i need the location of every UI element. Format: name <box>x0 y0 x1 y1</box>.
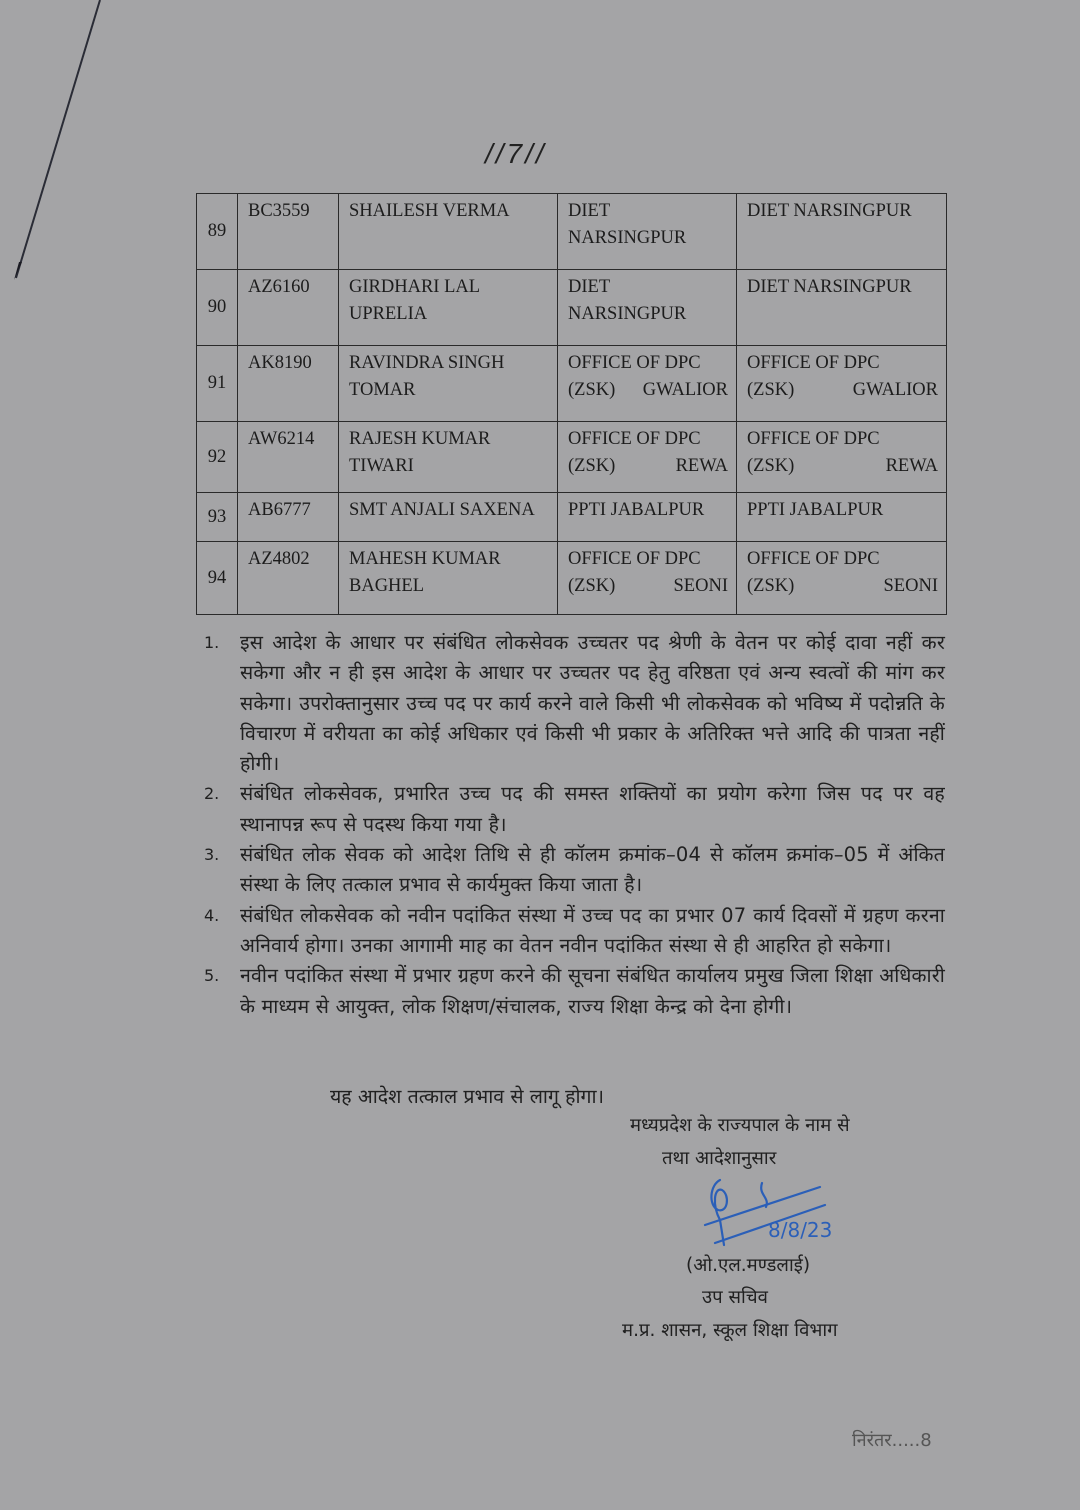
office-zone: (ZSK) <box>747 576 795 596</box>
office-line: OFFICE OF DPC <box>568 353 701 373</box>
condition-number: 2. <box>204 784 220 804</box>
office-district: SEONI <box>673 576 728 596</box>
table-row <box>197 270 947 346</box>
office-line: OFFICE OF DPC <box>747 429 880 449</box>
conditions-list <box>200 628 945 1022</box>
office-district: REWA <box>675 456 728 476</box>
office-zone: (ZSK) <box>747 380 795 400</box>
office-location-line <box>568 573 728 600</box>
posted-institution-cell <box>737 542 947 615</box>
employee-name-cell: MAHESH KUMAR BAGHEL <box>339 542 558 615</box>
governor-order-line: मध्यप्रदेश के राज्यपाल के नाम से <box>630 1115 850 1136</box>
serial-number-cell: 93 <box>197 493 238 542</box>
signature-date: 8/8/23 <box>768 1218 833 1242</box>
institution-line: DIET <box>568 277 611 297</box>
office-line: OFFICE OF DPC <box>747 353 880 373</box>
table-row <box>197 346 947 422</box>
table-row <box>197 194 947 270</box>
employee-name-cell: SMT ANJALI SAXENA <box>339 493 558 542</box>
condition-item <box>200 840 945 901</box>
pen-stroke-mark <box>0 0 120 290</box>
employee-code-cell: AB6777 <box>238 493 339 542</box>
condition-text: नवीन पदांकित संस्था में प्रभार ग्रहण करने की सूचना संबंधित कार्यालय प्रमुख जिला शिक्षा अधिकारी के माध्यम से आयुक्त, लोक शिक्षण/संचालक, राज्य शिक्षा केन्द्र को देना होगी। <box>240 964 945 1018</box>
serial-number-cell: 90 <box>197 270 238 346</box>
page-marker: //7// <box>485 138 547 169</box>
closing-statement: यह आदेश तत्काल प्रभाव से लागू होगा। <box>330 1085 604 1108</box>
condition-item <box>200 779 945 840</box>
institution-line: NARSINGPUR <box>568 228 687 248</box>
employee-name-cell: RAJESH KUMAR TIWARI <box>339 422 558 493</box>
employee-code-cell: AZ4802 <box>238 542 339 615</box>
employee-code-cell: AZ6160 <box>238 270 339 346</box>
current-institution-cell: PPTI JABALPUR <box>558 493 737 542</box>
office-line: OFFICE OF DPC <box>568 429 701 449</box>
office-district: GWALIOR <box>852 380 938 400</box>
office-location-line <box>747 453 938 480</box>
office-zone: (ZSK) <box>568 380 616 400</box>
table-row <box>197 493 947 542</box>
employee-name-cell: GIRDHARI LAL UPRELIA <box>339 270 558 346</box>
signatory-name: (ओ.एल.मण्डलाई) <box>686 1255 811 1276</box>
condition-number: 3. <box>204 845 220 865</box>
employee-code-cell: AW6214 <box>238 422 339 493</box>
condition-text: संबंधित लोक सेवक को आदेश तिथि से ही कॉलम क्रमांक–04 से कॉलम क्रमांक–05 में अंकित संस्था के लिए तत्काल प्रभाव से कार्यमुक्त किया जाता है। <box>240 843 945 897</box>
institution-line: DIET <box>568 201 611 221</box>
current-institution-cell <box>558 270 737 346</box>
condition-text: इस आदेश के आधार पर संबंधित लोकसेवक उच्चतर पद श्रेणी के वेतन पर कोई दावा नहीं कर सकेगा और न ही इस आदेश के आधार पर उच्चतर पद हेतु वरिष्ठता एवं अन्य स्वत्वों की मांग कर सकेगा। उपरोक्तानुसार उच्च पद पर कार्य करने वाले किसी भी लोकसेवक को भविष्य में पदोन्नति के विचारण में वरीयता का कोई अधिकार एवं किसी भी प्रकार के अतिरिक्त भत्ते आदि की पात्रता नहीं होगी। <box>240 631 945 776</box>
condition-number: 1. <box>204 633 220 652</box>
office-location-line <box>568 453 728 480</box>
condition-text: संबंधित लोकसेवक, प्रभारित उच्च पद की समस्त शक्तियों का प्रयोग करेगा जिस पद पर वह स्थानापन्न रूप से पदस्थ किया गया है। <box>240 782 945 836</box>
office-zone: (ZSK) <box>747 456 795 476</box>
employee-name-cell: SHAILESH VERMA <box>339 194 558 270</box>
posted-institution-cell <box>737 346 947 422</box>
office-location-line <box>568 377 728 404</box>
office-zone: (ZSK) <box>568 456 616 476</box>
employee-code-cell: BC3559 <box>238 194 339 270</box>
office-location-line <box>747 377 938 404</box>
employee-code-cell: AK8190 <box>238 346 339 422</box>
current-institution-cell <box>558 542 737 615</box>
table-row <box>197 542 947 615</box>
condition-item <box>200 901 945 962</box>
serial-number-cell: 91 <box>197 346 238 422</box>
serial-number-cell: 94 <box>197 542 238 615</box>
office-line: OFFICE OF DPC <box>747 549 880 569</box>
signatory-designation: उप सचिव <box>702 1287 768 1308</box>
table-row <box>197 422 947 493</box>
handwritten-signature <box>700 1175 850 1255</box>
posted-institution-cell: PPTI JABALPUR <box>737 493 947 542</box>
serial-number-cell: 89 <box>197 194 238 270</box>
current-institution-cell <box>558 346 737 422</box>
posted-institution-cell: DIET NARSINGPUR <box>737 194 947 270</box>
institution-line: NARSINGPUR <box>568 304 687 324</box>
office-district: REWA <box>885 456 938 476</box>
signatory-department: म.प्र. शासन, स्कूल शिक्षा विभाग <box>622 1320 838 1341</box>
condition-item <box>200 628 945 779</box>
office-district: SEONI <box>883 576 938 596</box>
condition-item <box>200 961 945 1022</box>
office-zone: (ZSK) <box>568 576 616 596</box>
continued-label: निरंतर.....8 <box>852 1430 932 1451</box>
office-line: OFFICE OF DPC <box>568 549 701 569</box>
posted-institution-cell <box>737 422 947 493</box>
office-district: GWALIOR <box>642 380 728 400</box>
current-institution-cell <box>558 422 737 493</box>
current-institution-cell <box>558 194 737 270</box>
posted-institution-cell: DIET NARSINGPUR <box>737 270 947 346</box>
employee-name-cell: RAVINDRA SINGH TOMAR <box>339 346 558 422</box>
posting-table <box>196 193 947 615</box>
serial-number-cell: 92 <box>197 422 238 493</box>
condition-number: 5. <box>204 966 220 986</box>
condition-text: संबंधित लोकसेवक को नवीन पदांकित संस्था में उच्च पद का प्रभार 07 कार्य दिवसों में ग्रहण करना अनिवार्य होगा। उनका आगामी माह का वेतन नवीन पदांकित संस्था से ही आहरित हो सकेगा। <box>240 903 945 957</box>
order-line: तथा आदेशानुसार <box>662 1148 777 1169</box>
condition-number: 4. <box>204 905 220 925</box>
office-location-line <box>747 573 938 600</box>
